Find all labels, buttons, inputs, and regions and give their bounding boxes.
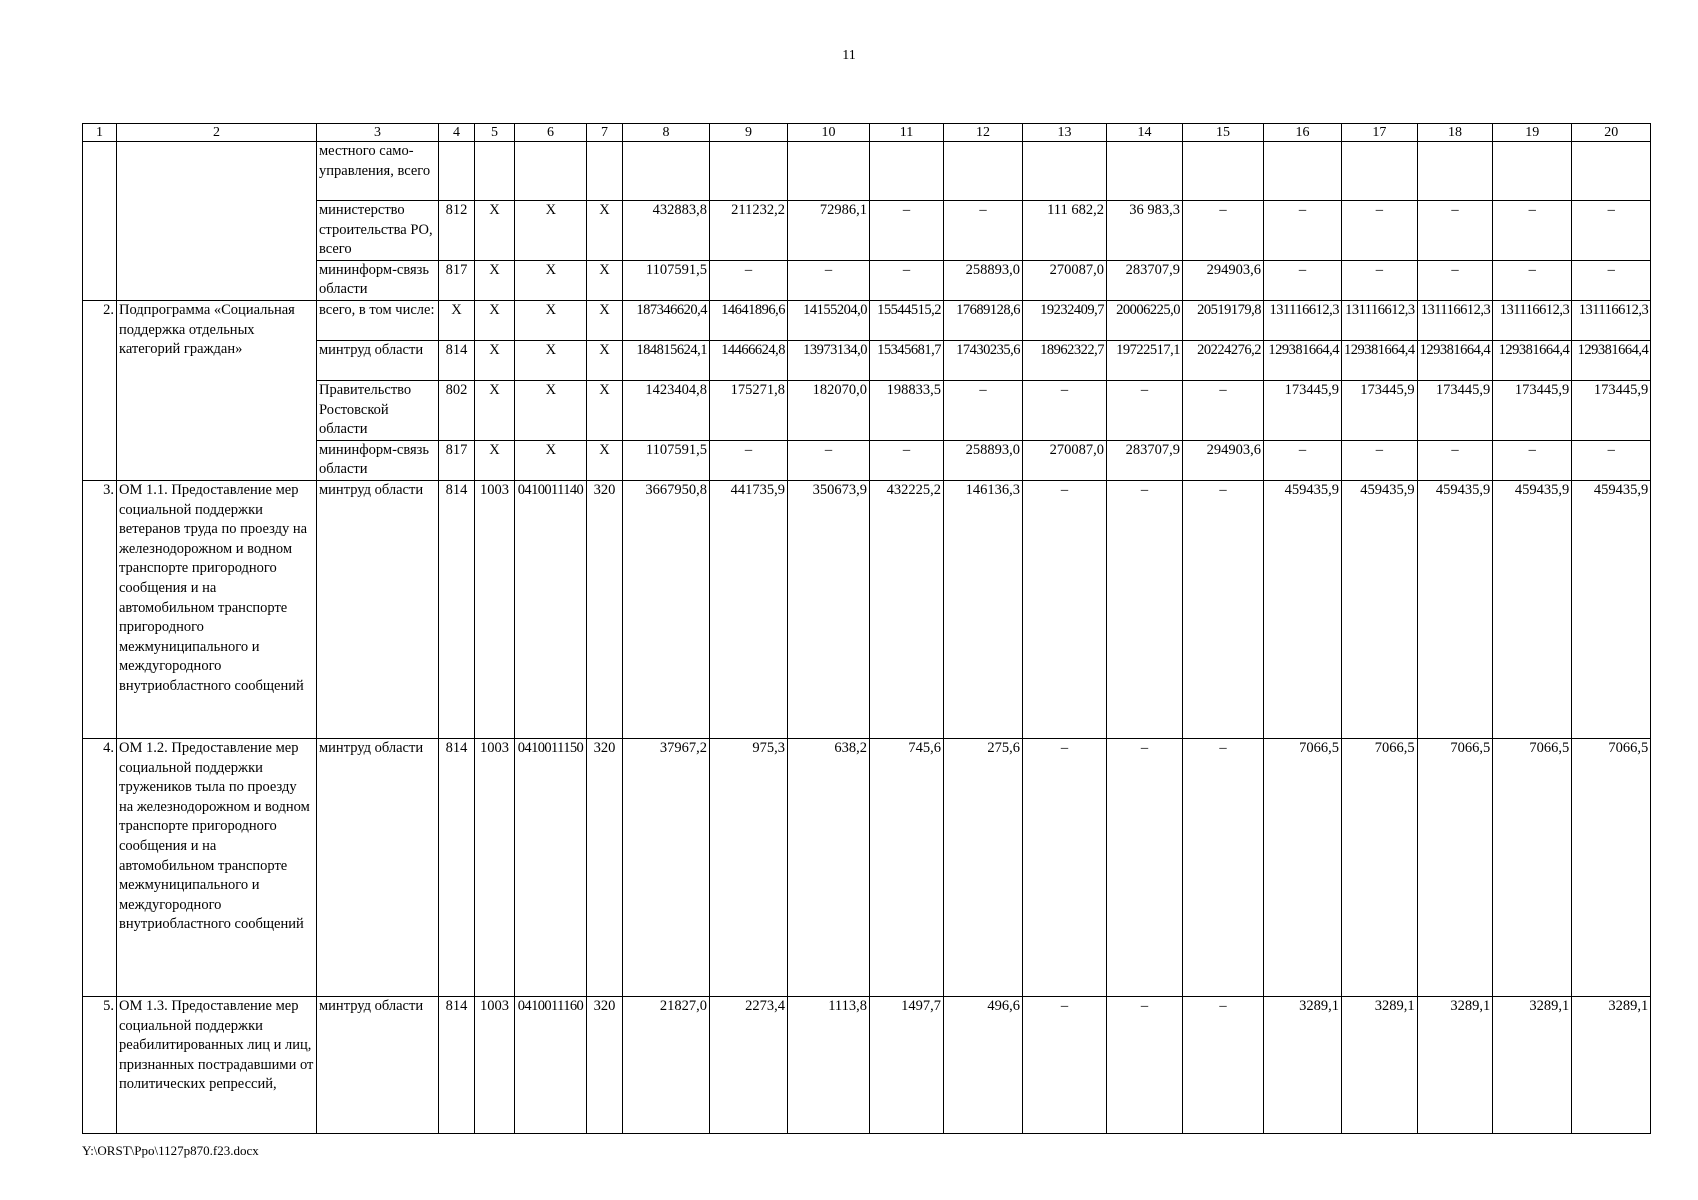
cell-amount: – [1183, 996, 1264, 1133]
column-number: 5 [475, 124, 515, 142]
cell-code-c4: 814 [439, 480, 475, 738]
cell-amount: 275,6 [944, 738, 1023, 996]
cell-amount: 129381664,4 [1417, 340, 1493, 380]
cell-amount: 198833,5 [870, 380, 944, 440]
cell-amount: 20224276,2 [1183, 340, 1264, 380]
cell-amount: 432883,8 [623, 201, 710, 261]
cell-amount: 131116612,3 [1572, 300, 1651, 340]
cell-amount: 15345681,7 [870, 340, 944, 380]
cell-amount: – [1572, 201, 1651, 261]
cell-amount: 129381664,4 [1572, 340, 1651, 380]
cell-code-c5: Х [475, 380, 515, 440]
cell-amount: – [788, 440, 870, 480]
cell-code-c4: 817 [439, 440, 475, 480]
cell-amount: 146136,3 [944, 480, 1023, 738]
column-number: 2 [117, 124, 317, 142]
cell-amount: 638,2 [788, 738, 870, 996]
cell-amount: 18962322,7 [1023, 340, 1107, 380]
cell-amount: – [1023, 380, 1107, 440]
cell-amount: – [1107, 738, 1183, 996]
table-row [83, 300, 1651, 340]
cell-amount: 19722517,1 [1107, 340, 1183, 380]
cell-amount: 182070,0 [788, 380, 870, 440]
cell-amount: 131116612,3 [1417, 300, 1493, 340]
cell-amount: – [1264, 440, 1342, 480]
cell-code-c5: Х [475, 340, 515, 380]
cell-code-c7: Х [587, 380, 623, 440]
cell-amount: – [1107, 480, 1183, 738]
cell-amount: 270087,0 [1023, 440, 1107, 480]
cell-amount: – [710, 260, 788, 300]
table-row [83, 480, 1651, 738]
cell-amount: – [1264, 260, 1342, 300]
cell-amount: 1107591,5 [623, 440, 710, 480]
cell-amount: 7066,5 [1572, 738, 1651, 996]
cell-amount: 37967,2 [623, 738, 710, 996]
cell-amount: 294903,6 [1183, 440, 1264, 480]
cell-executor: мининформ-связь области [317, 260, 439, 300]
cell-amount: 129381664,4 [1264, 340, 1342, 380]
cell-amount: 175271,8 [710, 380, 788, 440]
cell-amount: 7066,5 [1264, 738, 1342, 996]
table-row [83, 380, 1651, 440]
column-number: 12 [944, 124, 1023, 142]
table-row [83, 340, 1651, 380]
column-number: 18 [1417, 124, 1493, 142]
cell-amount: 211232,2 [710, 201, 788, 261]
table-row [83, 440, 1651, 480]
cell-code-c5: Х [475, 201, 515, 261]
cell-code-c6: Х [515, 300, 587, 340]
cell-amount: 459435,9 [1264, 480, 1342, 738]
table-row [83, 142, 1651, 201]
cell-amount: – [1183, 380, 1264, 440]
cell-amount: 3289,1 [1264, 996, 1342, 1133]
cell-amount: – [1493, 440, 1572, 480]
cell-code-c4: 814 [439, 340, 475, 380]
cell-amount: – [870, 440, 944, 480]
cell-amount: 14641896,6 [710, 300, 788, 340]
cell-amount: 7066,5 [1417, 738, 1493, 996]
cell-amount: – [944, 380, 1023, 440]
cell-amount: 173445,9 [1493, 380, 1572, 440]
cell-amount: – [1493, 260, 1572, 300]
cell-amount: – [788, 260, 870, 300]
column-number: 1 [83, 124, 117, 142]
cell-amount: 15544515,2 [870, 300, 944, 340]
cell-amount: 111 682,2 [1023, 201, 1107, 261]
cell-code-c7: 320 [587, 738, 623, 996]
cell-amount: – [1572, 440, 1651, 480]
cell-amount: – [1183, 738, 1264, 996]
cell-amount: 258893,0 [944, 260, 1023, 300]
cell-amount: 17430235,6 [944, 340, 1023, 380]
cell-code-c4: 814 [439, 996, 475, 1133]
cell-amount: 294903,6 [1183, 260, 1264, 300]
cell-amount: 270087,0 [1023, 260, 1107, 300]
cell-code-c7: Х [587, 201, 623, 261]
cell-amount: – [1493, 201, 1572, 261]
cell-executor: министерство строительства РО, всего [317, 201, 439, 261]
column-number: 19 [1493, 124, 1572, 142]
cell-amount: 173445,9 [1572, 380, 1651, 440]
cell-code-c6: 0410011150 [515, 738, 587, 996]
cell-amount: 283707,9 [1107, 440, 1183, 480]
column-number: 6 [515, 124, 587, 142]
cell [117, 142, 317, 301]
budget-table [82, 123, 1651, 1134]
cell-code-c4: 817 [439, 260, 475, 300]
cell-amount: – [1023, 738, 1107, 996]
cell-program-name: Подпрограмма «Социальная поддержка отдельных категорий граждан» [117, 300, 317, 480]
cell-code-c4: 802 [439, 380, 475, 440]
cell-code-c4: 814 [439, 738, 475, 996]
cell-amount: 459435,9 [1493, 480, 1572, 738]
column-number: 20 [1572, 124, 1651, 142]
cell-code-c5: Х [475, 260, 515, 300]
table-row [83, 738, 1651, 996]
cell [83, 142, 117, 301]
table-row [83, 201, 1651, 261]
column-number-row [83, 124, 1651, 142]
cell-amount: 459435,9 [1342, 480, 1418, 738]
cell-amount: 1113,8 [788, 996, 870, 1133]
cell-executor: Правительство Ростовской области [317, 380, 439, 440]
cell-program-name: ОМ 1.1. Предоставление мер социальной поддержки ветеранов труда по проезду на железнодорожном и водном транспорте пригородного сообщения и на автомобильном транспорте пригородного межмуниципального и междугородного внутриобластного сообщений [117, 480, 317, 738]
cell-amount: 3289,1 [1417, 996, 1493, 1133]
cell-amount: 129381664,4 [1493, 340, 1572, 380]
cell-amount: 3289,1 [1493, 996, 1572, 1133]
cell-amount: 1423404,8 [623, 380, 710, 440]
cell-amount: 283707,9 [1107, 260, 1183, 300]
cell-amount: 184815624,1 [623, 340, 710, 380]
cell-executor: минтруд области [317, 738, 439, 996]
cell-amount: – [1417, 260, 1493, 300]
cell-row-number: 4. [83, 738, 117, 996]
cell-amount: 173445,9 [1342, 380, 1418, 440]
cell-executor: всего, в том числе: [317, 300, 439, 340]
column-number: 8 [623, 124, 710, 142]
column-number: 7 [587, 124, 623, 142]
cell-program-name: ОМ 1.2. Предоставление мер социальной поддержки тружеников тыла по проезду на железнодорожном и водном транспорте пригородного сообщения и на автомобильном транспорте межмуниципального и междугородного внутриобластного сообщений [117, 738, 317, 996]
cell-amount: 745,6 [870, 738, 944, 996]
cell-amount: – [1023, 996, 1107, 1133]
cell-amount: 20006225,0 [1107, 300, 1183, 340]
cell-amount: 14155204,0 [788, 300, 870, 340]
cell-amount: 129381664,4 [1342, 340, 1418, 380]
cell-code-c4: Х [439, 300, 475, 340]
cell-code-c7: 320 [587, 480, 623, 738]
cell-row-number: 2. [83, 300, 117, 480]
column-number: 15 [1183, 124, 1264, 142]
cell-code-c6: Х [515, 440, 587, 480]
column-number: 14 [1107, 124, 1183, 142]
cell-amount: 72986,1 [788, 201, 870, 261]
cell-amount: – [1342, 440, 1418, 480]
cell-code-c5: Х [475, 440, 515, 480]
column-number: 17 [1342, 124, 1418, 142]
cell-amount: 173445,9 [1417, 380, 1493, 440]
cell-amount: – [944, 201, 1023, 261]
cell-code-c7: 320 [587, 996, 623, 1133]
cell-amount: 173445,9 [1264, 380, 1342, 440]
cell-amount: 7066,5 [1493, 738, 1572, 996]
cell-program-name: ОМ 1.3. Предоставление мер социальной поддержки реабилитированных лиц и лиц, признанных пострадавшими от политических репрессий, [117, 996, 317, 1133]
cell-amount: 14466624,8 [710, 340, 788, 380]
cell-amount: – [1107, 996, 1183, 1133]
cell-amount: 1497,7 [870, 996, 944, 1133]
cell-amount: – [870, 260, 944, 300]
cell-code-c6: Х [515, 340, 587, 380]
column-number: 9 [710, 124, 788, 142]
cell-row-number: 3. [83, 480, 117, 738]
cell-amount: – [1342, 201, 1418, 261]
cell-code-c6: Х [515, 260, 587, 300]
cell-row-number: 5. [83, 996, 117, 1133]
cell-code-c4: 812 [439, 201, 475, 261]
cell-amount: 17689128,6 [944, 300, 1023, 340]
column-number: 10 [788, 124, 870, 142]
cell-amount: 496,6 [944, 996, 1023, 1133]
cell-amount: 36 983,3 [1107, 201, 1183, 261]
cell-amount: – [1342, 260, 1418, 300]
cell-amount: 19232409,7 [1023, 300, 1107, 340]
cell-amount: 3289,1 [1342, 996, 1418, 1133]
cell-code-c5: 1003 [475, 996, 515, 1133]
cell-amount: – [1417, 440, 1493, 480]
cell-amount: – [1572, 260, 1651, 300]
column-number: 3 [317, 124, 439, 142]
cell-code-c6: Х [515, 201, 587, 261]
cell-executor: местного само-управления, всего [317, 142, 439, 201]
cell-amount: 131116612,3 [1342, 300, 1418, 340]
cell-code-c5: Х [475, 300, 515, 340]
cell-amount: 13973134,0 [788, 340, 870, 380]
cell-code-c7: Х [587, 340, 623, 380]
cell-amount: – [710, 440, 788, 480]
cell-amount: 20519179,8 [1183, 300, 1264, 340]
cell-code-c5: 1003 [475, 738, 515, 996]
cell-amount: 7066,5 [1342, 738, 1418, 996]
cell-amount: 975,3 [710, 738, 788, 996]
page-number: 11 [842, 48, 856, 63]
column-number: 13 [1023, 124, 1107, 142]
cell-amount: 131116612,3 [1264, 300, 1342, 340]
cell-amount: 3667950,8 [623, 480, 710, 738]
cell-executor: мининформ-связь области [317, 440, 439, 480]
cell-executor: минтруд области [317, 340, 439, 380]
cell-code-c6: 0410011160 [515, 996, 587, 1133]
cell-executor: минтруд области [317, 996, 439, 1133]
cell-amount: 459435,9 [1417, 480, 1493, 738]
cell-amount: 1107591,5 [623, 260, 710, 300]
cell-amount: 441735,9 [710, 480, 788, 738]
cell-executor: минтруд области [317, 480, 439, 738]
table-row [83, 996, 1651, 1133]
cell-code-c6: 0410011140 [515, 480, 587, 738]
cell-amount: 432225,2 [870, 480, 944, 738]
cell-amount: – [1183, 201, 1264, 261]
cell-amount: – [1183, 480, 1264, 738]
cell-amount: 21827,0 [623, 996, 710, 1133]
cell-amount: – [870, 201, 944, 261]
cell-amount: 187346620,4 [623, 300, 710, 340]
cell-amount: 3289,1 [1572, 996, 1651, 1133]
table-row [83, 260, 1651, 300]
column-number: 4 [439, 124, 475, 142]
cell-code-c6: Х [515, 380, 587, 440]
cell-amount: – [1417, 201, 1493, 261]
cell-amount: 350673,9 [788, 480, 870, 738]
cell-code-c7: Х [587, 440, 623, 480]
cell-code-c5: 1003 [475, 480, 515, 738]
cell-amount: 258893,0 [944, 440, 1023, 480]
cell-amount: – [1023, 480, 1107, 738]
cell-code-c7: Х [587, 300, 623, 340]
column-number: 16 [1264, 124, 1342, 142]
column-number: 11 [870, 124, 944, 142]
cell-amount: 131116612,3 [1493, 300, 1572, 340]
cell-amount: 459435,9 [1572, 480, 1651, 738]
footer-file-path: Y:\ORST\Ppo\1127p870.f23.docx [82, 1143, 259, 1158]
cell-code-c7: Х [587, 260, 623, 300]
cell-amount: 2273,4 [710, 996, 788, 1133]
cell-amount: – [1107, 380, 1183, 440]
cell-amount: – [1264, 201, 1342, 261]
